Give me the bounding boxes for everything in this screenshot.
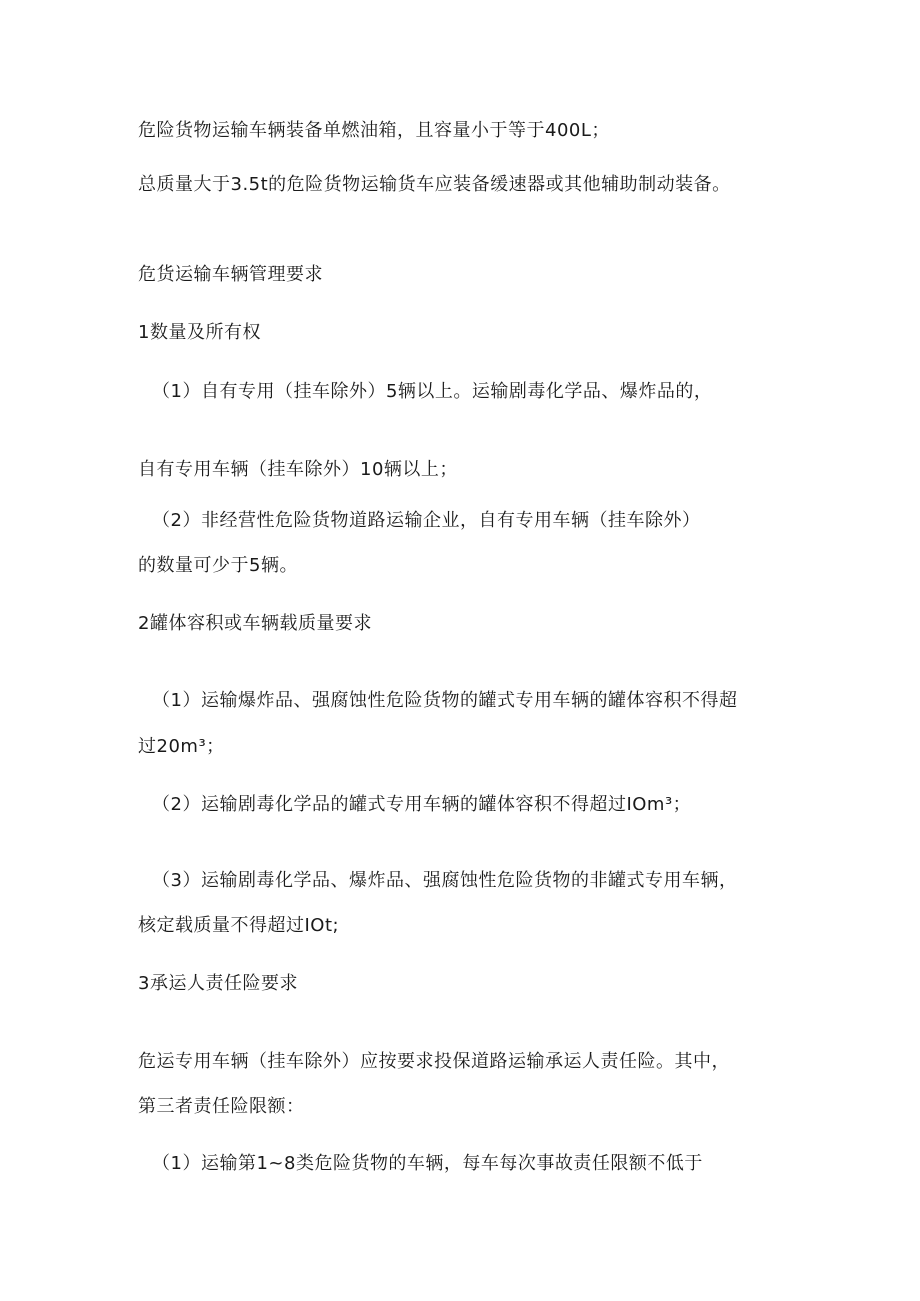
text-line-liability-1: （1）运输第1~8类危险货物的车辆，每车每次事故责任限额不低于	[152, 1153, 703, 1174]
text-line-item-1a: （1）自有专用（挂车除外）5辆以上。运输剧毒化学品、爆炸品的，	[152, 381, 713, 402]
text-line-item-2b: 的数量可少于5辆。	[138, 555, 298, 576]
text-line-item-2a: （2）非经营性危险货物道路运输企业，自有专用车辆（挂车除外）	[152, 510, 701, 531]
heading-tank-capacity: 2罐体容积或车辆载质量要求	[138, 613, 372, 634]
text-line-tank-2: （2）运输剧毒化学品的罐式专用车辆的罐体容积不得超过IOm³；	[152, 794, 692, 815]
text-line-tank-1b: 过20m³；	[138, 736, 225, 757]
text-line-liability-a: 危运专用车辆（挂车除外）应按要求投保道路运输承运人责任险。其中，	[138, 1051, 730, 1072]
text-line-liability-b: 第三者责任险限额：	[138, 1096, 305, 1117]
text-line-tank-3b: 核定载质量不得超过IOt;	[138, 915, 340, 936]
text-line-fuel-tank: 危险货物运输车辆装备单燃油箱，且容量小于等于400L；	[138, 120, 610, 141]
section-heading-management: 危货运输车辆管理要求	[138, 264, 323, 285]
text-line-tank-1a: （1）运输爆炸品、强腐蚀性危险货物的罐式专用车辆的罐体容积不得超	[152, 690, 738, 711]
text-line-item-1b: 自有专用车辆（挂车除外）10辆以上；	[138, 459, 458, 480]
heading-carrier-liability: 3承运人责任险要求	[138, 973, 298, 994]
text-line-retarder: 总质量大于3.5t的危险货物运输货车应装备缓速器或其他辅助制动装备。	[138, 174, 731, 195]
heading-quantity-ownership: 1数量及所有权	[138, 322, 261, 343]
text-line-tank-3a: （3）运输剧毒化学品、爆炸品、强腐蚀性危险货物的非罐式专用车辆，	[152, 870, 738, 891]
